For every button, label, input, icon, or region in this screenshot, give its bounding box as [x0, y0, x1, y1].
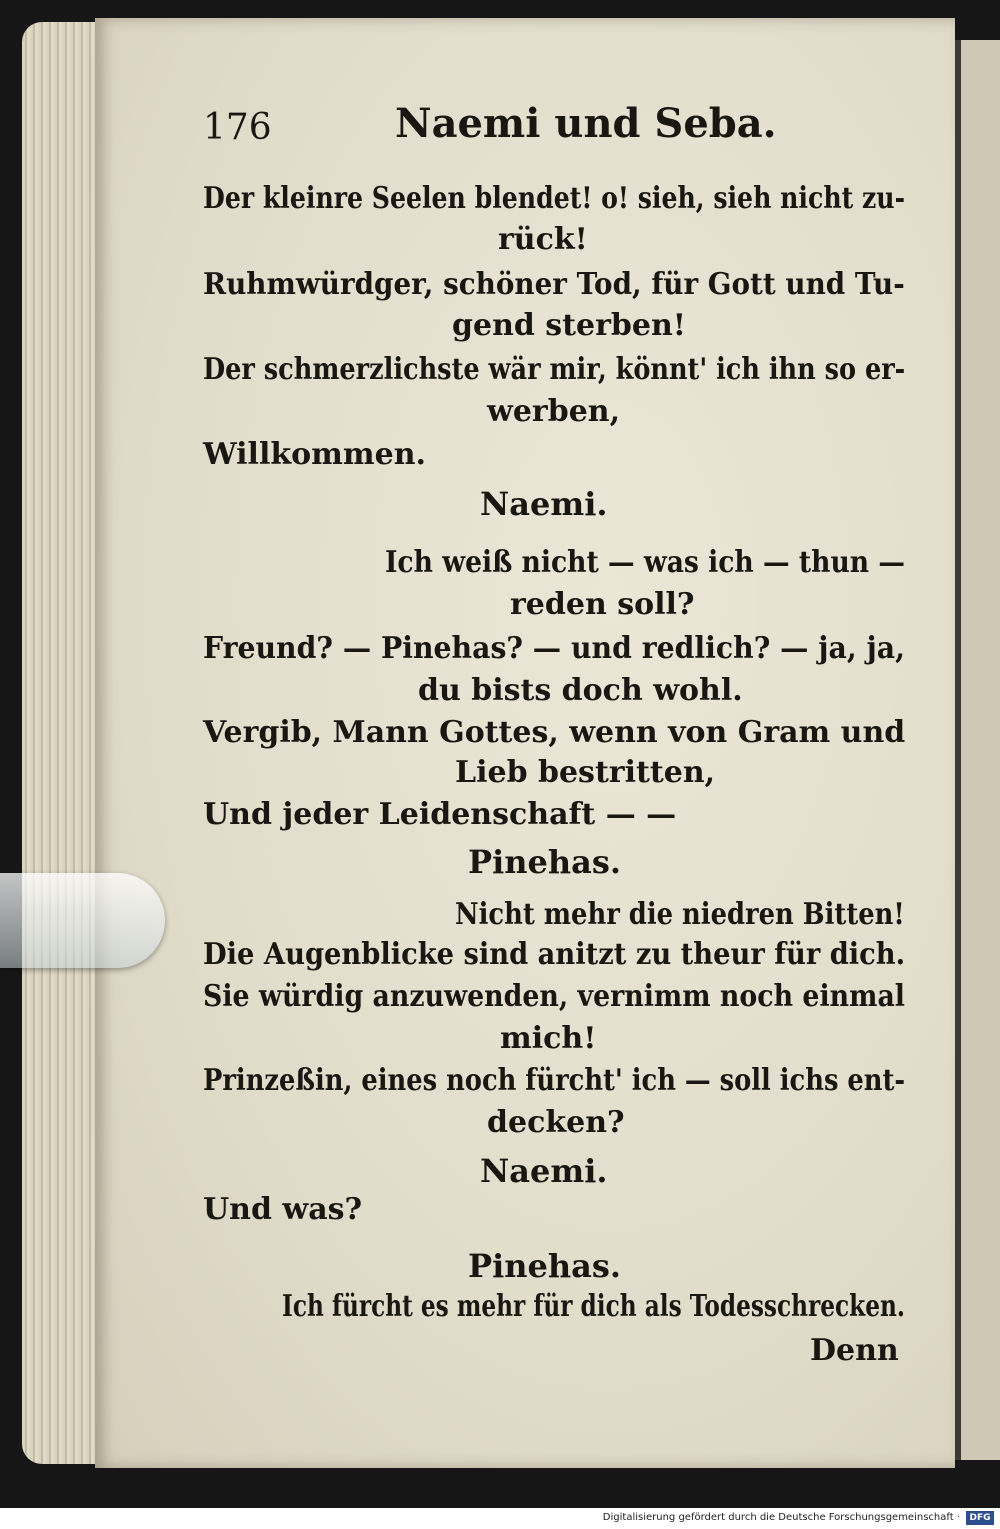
text-line: mich! — [500, 1021, 597, 1056]
text-line: decken? — [487, 1105, 625, 1140]
facing-page-edge — [955, 40, 1000, 1460]
text-line: gend sterben! — [452, 308, 686, 343]
text-line: reden soll? — [510, 587, 695, 622]
text-line: Freund? — Pinehas? — und redlich? — ja, ja, — [203, 631, 905, 666]
dfg-logo: DFG — [966, 1511, 994, 1525]
text-line: Sie würdig anzuwenden, vernimm noch einmal — [203, 979, 905, 1014]
text-line: rück! — [498, 222, 588, 257]
text-line: Lieb bestritten, — [455, 755, 716, 790]
speaker-heading: Pinehas. — [468, 843, 621, 881]
text-line: Ich weiß nicht — was ich — thun — — [385, 545, 905, 580]
text-line: Der kleinre Seelen blendet! o! sieh, sieh nicht zu- — [203, 181, 906, 216]
speaker-heading: Naemi. — [480, 485, 608, 523]
glass-page-holder — [0, 873, 165, 968]
speaker-heading: Pinehas. — [468, 1247, 621, 1285]
text-line: Der schmerzlichste wär mir, könnt' ich ihn so er- — [203, 352, 906, 387]
text-line: werben, — [487, 394, 621, 429]
funding-notice: Digitalisierung gefördert durch die Deutsche Forschungsgemeinschaft · — [602, 1512, 960, 1523]
text-line: Ruhmwürdger, schöner Tod, für Gott und Tu- — [203, 267, 905, 302]
page-number: 176 — [203, 107, 272, 148]
running-head: Naemi und Seba. — [395, 100, 777, 147]
text-line: Und jeder Leidenschaft — — — [203, 797, 677, 832]
text-line: Vergib, Mann Gottes, wenn von Gram und — [203, 715, 906, 750]
speaker-heading: Naemi. — [480, 1152, 608, 1190]
text-line: Prinzeßin, eines noch fürcht' ich — soll ichs ent- — [203, 1063, 906, 1098]
text-line: Nicht mehr die niedren Bitten! — [455, 897, 905, 932]
text-line: Und was? — [203, 1192, 363, 1227]
text-line: Die Augenblicke sind anitzt zu theur für dich. — [203, 937, 906, 972]
text-line: Willkommen. — [203, 437, 426, 472]
text-line: du bists doch wohl. — [418, 673, 743, 708]
catchword: Denn — [810, 1333, 899, 1368]
text-line: Ich fürcht es mehr für dich als Todesschrecken. — [282, 1289, 905, 1324]
